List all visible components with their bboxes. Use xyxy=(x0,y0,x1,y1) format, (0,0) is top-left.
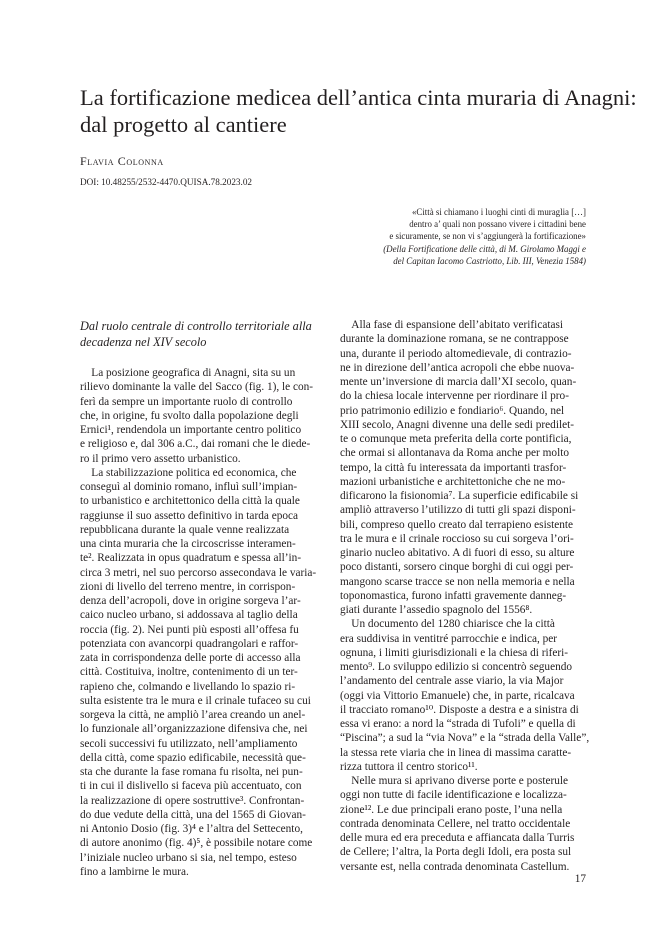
body-text-line: oggi non tutte di facile identificazione e localizza- xyxy=(340,789,567,802)
body-text-line: raggiunse il suo assetto definitivo in tarda epoca xyxy=(80,509,299,522)
body-text-line: toponomastica, furono infatti gravemente danneg- xyxy=(340,589,567,602)
body-text-line: “Piscina”; a sud la “via Nova” e la “strada della Valle”, xyxy=(340,732,590,745)
body-text-line: essa vi erano: a nord la “strada di Tufoli” e quella di xyxy=(340,718,576,730)
body-text-line: potenziata con avancorpi quadrangolari e raffor- xyxy=(80,637,299,650)
body-text-line: rilievo dominante la valle del Sacco (fig. 1), le con- xyxy=(80,381,314,394)
body-text-line: XIII secolo, Anagni divenne una delle sedi predilet- xyxy=(340,418,575,431)
section-heading-line: decadenza nel XIV secolo xyxy=(80,335,207,349)
body-text-line: mazioni urbanistiche e architettoniche che ne mo- xyxy=(340,475,566,488)
body-text-line: contrada denominata Cellere, nel tratto occidentale xyxy=(340,817,571,830)
body-text-line: mento⁹. Lo sviluppo edilizio si concentrò seguendo xyxy=(340,661,573,673)
body-text-line: ni Antonio Dosio (fig. 3)⁴ e l’altra del Settecento, xyxy=(80,823,303,835)
body-text-line: conseguì al dominio romano, influì sull’impian- xyxy=(80,481,298,493)
doi-line: DOI: 10.48255/2532-4470.QUISA.78.2023.02 xyxy=(80,177,253,187)
body-text-line: rizza tuttora il centro storico¹¹. xyxy=(340,760,478,773)
article-title-line: La fortificazione medicea dell’antica cinta muraria di Anagni: xyxy=(80,85,637,110)
body-text-line: mente un’inversione di marcia dall’XI secolo, quan- xyxy=(340,376,577,388)
body-text-line: ferì da sempre un importante ruolo di controllo xyxy=(80,395,293,408)
body-text-line: ti in cui il dislivello si faceva più accentuato, con xyxy=(80,780,302,793)
body-text-line: rapieno che, colmando e livellando lo spazio ri- xyxy=(80,680,296,693)
body-text-line: repubblicana durante la quale venne realizzata xyxy=(80,523,290,536)
epigraph-source-line: (Della Fortificatione delle città, di M. Girolamo Maggi e xyxy=(383,243,586,254)
left-column xyxy=(80,318,333,879)
body-text-line: dificarono la fisionomia⁷. La superficie edificabile si xyxy=(340,490,579,502)
body-text-line: La stabilizzazione politica ed economica, che xyxy=(80,466,297,479)
body-text-line: bili, compreso quello creato dal terrapieno esistente xyxy=(340,518,574,531)
epigraph-quote-line: «Città si chiamano i luoghi cinti di muraglia […] xyxy=(411,207,586,217)
body-text-line: Ernici¹, rendendola un importante centro politico xyxy=(80,424,302,436)
body-text-line: Un documento del 1280 chiarisce che la città xyxy=(340,618,555,631)
body-text-line: do la chiesa locale intervenne per riordinare il pro- xyxy=(340,390,569,403)
body-text-line: delle mura ed era preceduta e affiancata dalla Turris xyxy=(340,832,575,844)
article-title-line: dal progetto al cantiere xyxy=(80,112,287,137)
body-text-line: te o comunque meta preferita della corte pontificia, xyxy=(340,433,572,445)
body-text-line: prio patrimonio edilizio e fondiario⁶. Quando, nel xyxy=(340,404,565,417)
body-text-line: te². Realizzata in opus quadratum e spessa all’in- xyxy=(80,552,302,565)
body-text-line: ro il primo vero assetto urbanistico. xyxy=(80,452,241,465)
body-text-line: tra le mura e il crinale roccioso su cui sorgeva l’ori- xyxy=(340,532,574,545)
body-text-line: che ormai si allontanava da Roma anche per molto xyxy=(340,447,569,460)
right-column-body xyxy=(340,318,590,874)
section-heading-line: Dal ruolo centrale di controllo territoriale alla xyxy=(80,319,312,333)
section-heading xyxy=(80,318,333,350)
body-text-line: circa 3 metri, nel suo percorso assecondava le varia- xyxy=(80,566,317,579)
body-text-line: fino a lambirne le mura. xyxy=(80,865,189,878)
body-text-line: l’andamento del centrale asse viario, la via Major xyxy=(340,675,564,688)
body-text-line: Alla fase di espansione dell’abitato verificatasi xyxy=(340,319,564,331)
body-text-line: il tracciato romano¹⁰. Disposte a destra e a sinistra di xyxy=(340,703,579,716)
author-name: Flavia Colonna xyxy=(80,154,164,168)
body-text-line: poco distanti, sorsero cinque borghi di cui oggi per- xyxy=(340,561,574,574)
article-title xyxy=(80,84,637,138)
epigraph-quote-line: dentro a’ quali non possano vivere i cittadini bene xyxy=(409,219,586,230)
body-text-line: durante la dominazione romana, se ne contrappose xyxy=(340,333,569,346)
body-text-line: la stessa rete viaria che in linea di massima caratte- xyxy=(340,746,572,759)
epigraph xyxy=(296,206,586,267)
body-text-line: l’iniziale nucleo urbano si sia, nel tempo, esteso xyxy=(80,851,297,864)
body-text-line: una, durante il periodo altomedievale, di contrazio- xyxy=(340,347,572,360)
body-text-line: ampliò attraverso l’utilizzo di tutti gli spazi disponi- xyxy=(340,504,576,517)
body-text-line: zata in corrispondenza delle porte di accesso alla xyxy=(80,652,301,664)
body-text-line: secoli successivi fu utilizzato, nell’ampliamento xyxy=(80,737,298,750)
body-text-line: roccia (fig. 2). Nei punti più esposti all’offesa fu xyxy=(80,623,299,636)
body-text-line: lo funzionale all’organizzazione difensiva che, nei xyxy=(80,723,308,736)
body-text-line: ginario nucleo abitativo. A di fuori di esso, su alture xyxy=(340,547,575,559)
epigraph-source-line: del Capitan Iacomo Castriotto, Lib. III, Venezia 1584) xyxy=(393,255,586,266)
body-text-line: Nelle mura si aprivano diverse porte e posterule xyxy=(340,775,569,787)
body-text-line: caico nucleo urbano, si addossava al taglio della xyxy=(80,609,298,622)
epigraph-quote-line: e sicuramente, se non vi s’aggiungerà la fortificazione» xyxy=(389,231,586,242)
body-text-line: della città, come spazio edificabile, necessità que- xyxy=(80,751,306,764)
body-text-line: denza dell’acropoli, dove in origine sorgeva l’ar- xyxy=(80,595,301,607)
body-text-line: do due vedute della città, una del 1565 di Giovan- xyxy=(80,808,306,821)
right-column xyxy=(340,318,590,874)
body-text-line: una cinta muraria che la circoscrisse interamen- xyxy=(80,538,296,550)
body-text-line: versante est, nella contrada denominata Castellum. xyxy=(340,860,570,873)
body-text-line: zioni di livello del terreno mentre, in corrispon- xyxy=(80,580,296,593)
body-text-line: giati durante l’assedio spagnolo del 1556⁸. xyxy=(340,604,533,616)
page-number: 17 xyxy=(574,873,586,885)
body-text-line: la realizzazione di opere sostruttive³. Confrontan- xyxy=(80,794,305,807)
body-text-line: to urbanistico e architettonico della città la quale xyxy=(80,495,300,508)
body-text-line: città. Costituiva, inoltre, contenimento di un ter- xyxy=(80,666,298,679)
body-text-line: sorgeva la città, ne ampliò l’area creando un anel- xyxy=(80,709,306,721)
body-text-line: de Cellere; l’altra, la Porta degli Idoli, era posta sul xyxy=(340,846,572,859)
body-text-line: tempo, la città fu interessata da importanti trasfor- xyxy=(340,461,567,474)
body-text-line: zione¹². Le due principali erano poste, l’una nella xyxy=(340,803,563,816)
body-text-line: e religioso e, dal 306 a.C., dai romani che le diede- xyxy=(80,438,311,451)
body-text-line: sulta esistente tra le mura e il crinale tufaceo su cui xyxy=(80,694,311,707)
body-text-line: ne in direzione dell’antica acropoli che ebbe nuova- xyxy=(340,361,575,374)
body-text-line: di autore anonimo (fig. 4)⁵, è possibile notare come xyxy=(80,837,313,850)
body-text-line: ognuna, i limiti giurisdizionali e la chiesa di riferi- xyxy=(340,646,569,659)
body-text-line: sta che durante la fase romana fu risolta, nei pun- xyxy=(80,766,303,778)
body-text-line: La posizione geografica di Anagni, sita su un xyxy=(80,367,296,379)
body-text-line: (oggi via Vittorio Emanuele) che, in parte, ricalcava xyxy=(340,689,575,702)
left-column-body xyxy=(80,366,333,879)
body-text-line: che, in origine, fu svolto dalla popolazione degli xyxy=(80,409,299,422)
body-text-line: era suddivisa in ventitré parrocchie e indica, per xyxy=(340,632,558,645)
body-text-line: mangono scarse tracce se non nella memoria e nella xyxy=(340,575,575,588)
